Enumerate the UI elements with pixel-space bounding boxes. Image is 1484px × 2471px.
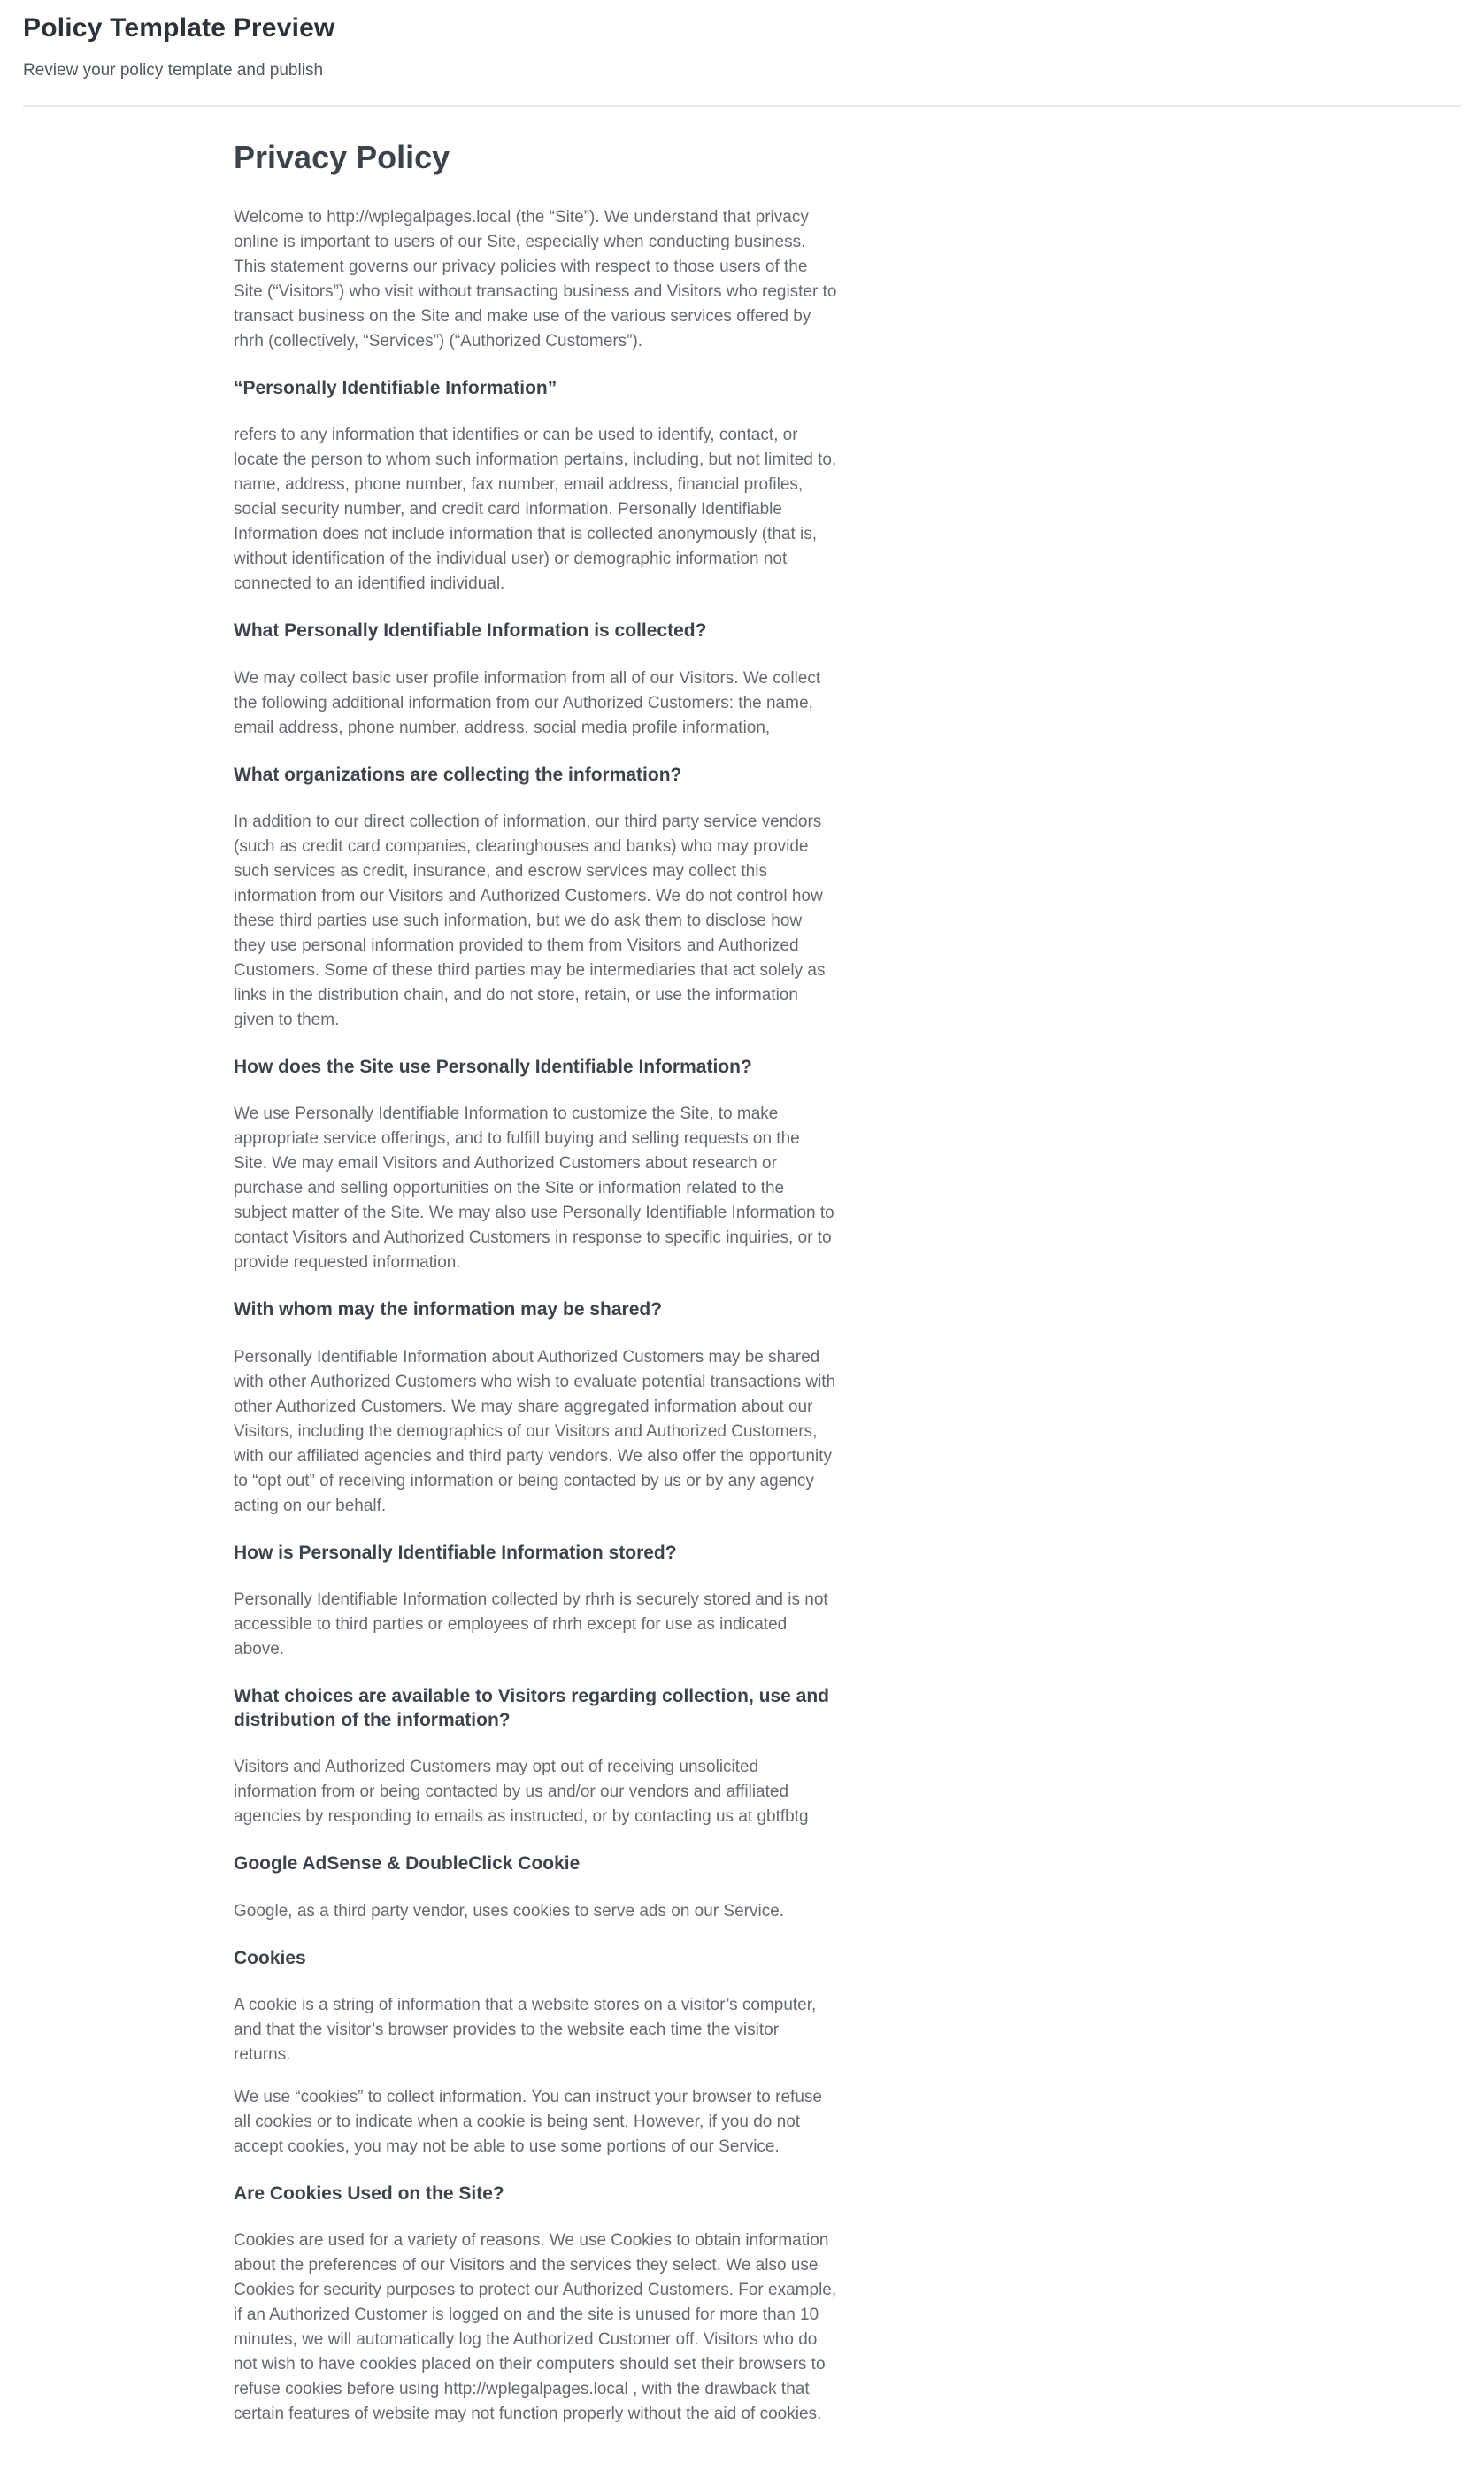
policy-paragraph: Cookies are used for a variety of reasons. We use Cookies to obtain information about the preferences of our Visitors and the services they select. We also use Cookies for security purposes to protect our Authorized Customers. For example, if an Authorized Customer is logged on and the site is unused for more than 10 minutes, we will automatically log the Authorized Customer off. Visitors who do not wish to have cookies placed on their computers should set their browsers to refuse cookies before using http://wplegalpages.local , with the drawback that certain features of website may not function properly without the aid of cookies. <box>234 2231 837 2424</box>
policy-paragraph: Personally Identifiable Information about Authorized Customers may be shared with other Authorized Customers who wish to evaluate potential transactions with other Authorized Customers. We may share aggregated information about our Visitors, including the demographics of our Visitors and Authorized Customers, with our affiliated agencies and third party vendors. We also offer the opportunity to “opt out” of receiving information or being contacted by us or by any agency acting on our behalf. <box>234 1347 836 1515</box>
policy-paragraph: A cookie is a string of information that a website stores on a visitor’s computer, and that the visitor’s browser provides to the website each time the visitor returns. <box>234 1996 817 2065</box>
section-heading: What choices are available to Visitors regarding collection, use and distribution of the information? <box>234 1685 829 1731</box>
policy-section <box>234 1946 837 2159</box>
policy-paragraph: refers to any information that identifies or can be used to identify, contact, or locate the person to whom such information pertains, including, but not limited to, name, address, phone number, fax number, email address, financial profiles, social security number, and credit card information. Personally Identifiable Information does not include information that is collected anonymously (that is, without identification of the individual user) or demographic information not connected to an identified individual. <box>234 426 837 594</box>
policy-section <box>234 205 837 354</box>
section-heading: Cookies <box>234 1947 306 1968</box>
policy-section <box>234 1297 837 1518</box>
policy-sections <box>234 205 837 2427</box>
policy-paragraph: Welcome to http://wplegalpages.local (the “Site”). We understand that privacy online is important to users of our Site, especially when conducting business. This statement governs our privacy policies with respect to those users of the Site (“Visitors”) who visit without transacting business and Visitors who register to transact business on the Site and make use of the various services offered by rhrh (collectively, “Services”) (“Authorized Customers”). <box>234 208 837 351</box>
section-heading: How does the Site use Personally Identifiable Information? <box>234 1056 752 1077</box>
page-title: Policy Template Preview <box>23 13 335 42</box>
policy-section <box>234 619 837 740</box>
section-heading: What Personally Identifiable Information is collected? <box>234 620 707 642</box>
policy-section <box>234 1684 837 1830</box>
policy-section <box>234 376 837 597</box>
policy-section <box>234 763 837 1033</box>
section-heading: “Personally Identifiable Information” <box>234 378 557 399</box>
policy-paragraph: Google, as a third party vendor, uses cookies to serve ads on our Service. <box>234 1901 785 1921</box>
policy-section <box>234 1541 837 1662</box>
policy-section <box>234 2182 837 2427</box>
section-heading: How is Personally Identifiable Information stored? <box>234 1542 677 1563</box>
policy-document-preview <box>234 107 837 2471</box>
policy-document-title: Privacy Policy <box>234 138 450 175</box>
policy-paragraph: Visitors and Authorized Customers may opt out of receiving unsolicited information from or being contacted by us and/or our vendors and affiliated agencies by responding to emails as instructed, or by contacting us at gbtfbtg <box>234 1758 809 1827</box>
policy-paragraph: Personally Identifiable Information collected by rhrh is securely stored and is not accessible to third parties or employees of rhrh except for use as indicated above. <box>234 1590 828 1659</box>
section-heading: What organizations are collecting the information? <box>234 764 682 785</box>
policy-section <box>234 1055 837 1275</box>
page-header <box>0 0 1484 107</box>
page-subtitle: Review your policy template and publish <box>23 61 324 80</box>
policy-paragraph: In addition to our direct collection of information, our third party service vendors (such as credit card companies, clearinghouses and banks) who may provide such services as credit, insurance, and escrow services may collect this information from our Visitors and Authorized Customers. We do not control how these third parties use such information, but we do ask them to disclose how they use personal information provided to them from Visitors and Authorized Customers. Some of these third parties may be intermediaries that act solely as links in the distribution chain, and do not store, retain, or use the information given to them. <box>234 812 826 1029</box>
section-heading: Google AdSense & DoubleClick Cookie <box>234 1853 581 1874</box>
policy-paragraph: We may collect basic user profile information from all of our Visitors. We collect the following additional information from our Authorized Customers: the name, email address, phone number, address, social media profile information, <box>234 668 821 737</box>
section-heading: With whom may the information may be shared? <box>234 1299 663 1320</box>
policy-section <box>234 1851 837 1923</box>
section-heading: Are Cookies Used on the Site? <box>234 2183 504 2205</box>
policy-paragraph: We use “cookies” to collect information. You can instruct your browser to refuse all cookies or to indicate when a cookie is being sent. However, if you do not accept cookies, you may not be able to use some portions of our Service. <box>234 2088 822 2157</box>
policy-paragraph: We use Personally Identifiable Information to customize the Site, to make appropriate service offerings, and to fulfill buying and selling requests on the Site. We may email Visitors and Authorized Customers about research or purchase and selling opportunities on the Site or information related to the subject matter of the Site. We may also use Personally Identifiable Information to contact Visitors and Authorized Customers in response to specific inquiries, or to provide requested information. <box>234 1105 834 1273</box>
